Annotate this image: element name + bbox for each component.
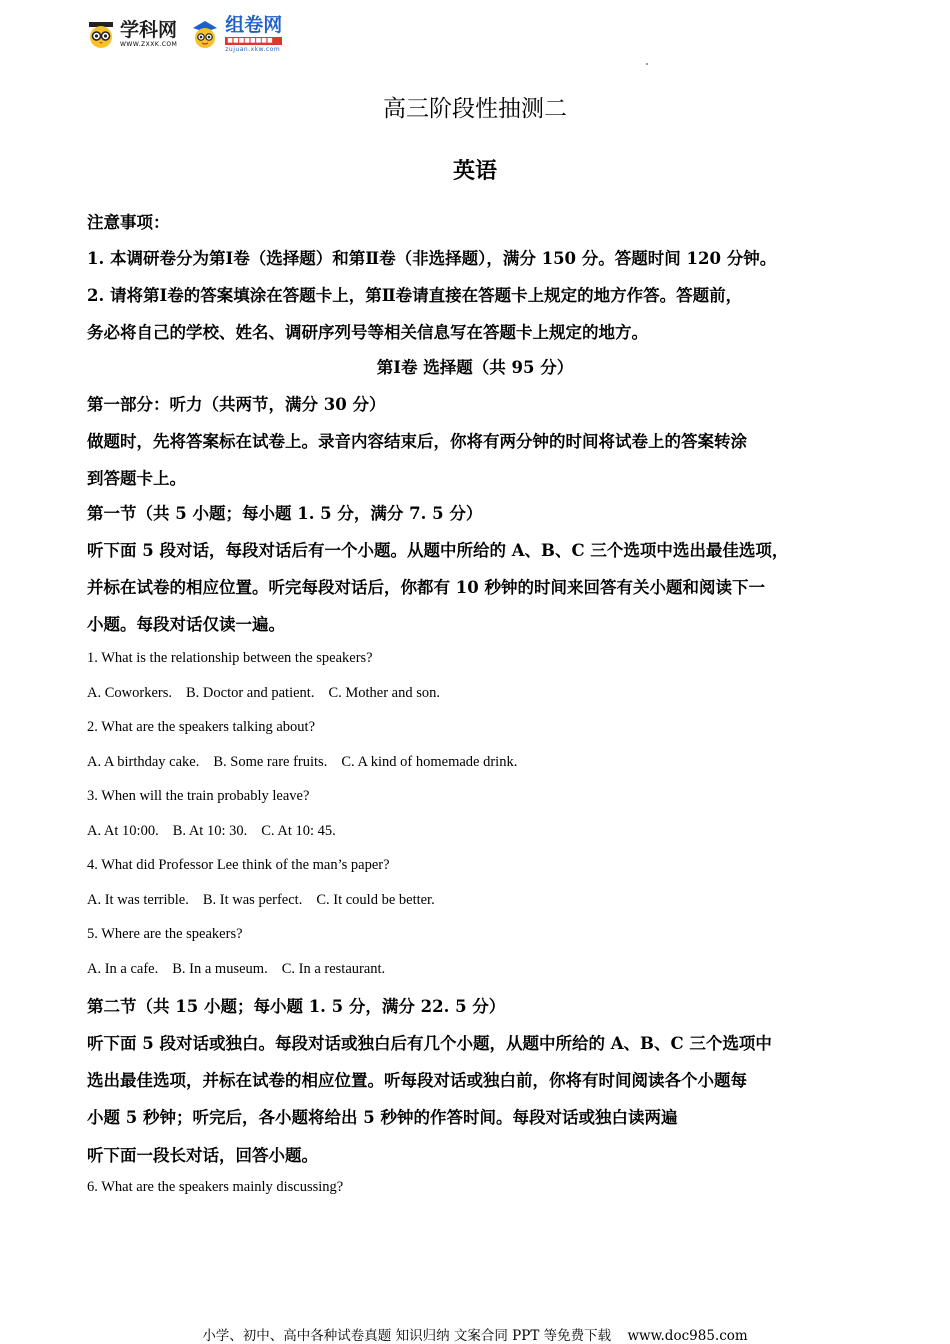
option-b: B. Doctor and patient. — [185, 685, 315, 701]
page-footer — [0, 1324, 950, 1344]
zxxk-logo-name: 学科网 — [120, 18, 178, 41]
option-a: A. A birthday cake. — [87, 754, 200, 770]
notice-item-2-line-1: 2. 请将第Ⅰ卷的答案填涂在答题卡上，第Ⅱ卷请直接在答题卡上规定的地方作答。答题前， — [87, 286, 743, 305]
question-4: 4. What did Professor Lee think of the man’s paper? — [87, 857, 390, 873]
section-2-instruction-line-3: 小题 5 秒钟；听完后，各小题将给出 5 秒钟的作答时间。每段对话或独白读两遍 — [87, 1108, 678, 1127]
header-logos — [86, 14, 282, 54]
question-3: 3. When will the train probably leave? — [87, 788, 310, 804]
volume-1-heading: 第Ⅰ卷 选择题（共 95 分） — [376, 358, 574, 377]
option-a: A. Coworkers. — [87, 685, 172, 701]
option-a: A. At 10:00. — [87, 823, 159, 839]
dialog-intro: 听下面一段长对话，回答小题。 — [87, 1146, 318, 1165]
option-c: C. A kind of homemade drink. — [341, 754, 518, 770]
section-2-instruction-line-2: 选出最佳选项，并标在试卷的相应位置。听每段对话或独白前，你将有时间阅读各个小题每 — [87, 1071, 747, 1090]
notice-item-1: 1. 本调研卷分为第Ⅰ卷（选择题）和第Ⅱ卷（非选择题），满分 150 分。答题时间 120 分钟。 — [87, 249, 777, 268]
question-4-options — [87, 892, 449, 909]
option-b: B. In a museum. — [172, 961, 268, 977]
part-1-instruction-line-2: 到答题卡上。 — [87, 469, 186, 488]
option-c: C. Mother and son. — [328, 685, 441, 701]
option-b: B. It was perfect. — [202, 892, 303, 908]
section-2-heading: 第二节（共 15 小题；每小题 1. 5 分，满分 22. 5 分） — [87, 997, 506, 1016]
option-a: A. It was terrible. — [87, 892, 189, 908]
option-c: C. It could be better. — [316, 892, 435, 908]
option-c: C. In a restaurant. — [281, 961, 386, 977]
question-1: 1. What is the relationship between the speakers? — [87, 650, 373, 666]
question-2-options — [87, 754, 531, 771]
section-1-instruction-line-3: 小题。每段对话仅读一遍。 — [87, 615, 285, 634]
exam-title: 高三阶段性抽测二 — [383, 96, 567, 122]
zujuan-logo-name: 组卷网 — [225, 13, 283, 36]
option-b: B. At 10: 30. — [172, 823, 248, 839]
question-2: 2. What are the speakers talking about? — [87, 719, 316, 735]
notice-item-2-line-2: 务必将自己的学校、姓名、调研序列号等相关信息写在答题卡上规定的地方。 — [87, 323, 648, 342]
zxxk-logo-url: WWW.ZXXK.COM — [120, 40, 178, 48]
question-5: 5. Where are the speakers? — [87, 926, 243, 942]
speck — [646, 63, 648, 65]
part-1-heading: 第一部分：听力（共两节，满分 30 分） — [87, 395, 386, 414]
section-2-instruction-line-1: 听下面 5 段对话或独白。每段对话或独白后有几个小题，从题中所给的 A、B、C 三个选项中 — [87, 1034, 772, 1053]
question-5-options — [87, 961, 399, 978]
section-1-instruction-line-2: 并标在试卷的相应位置。听完每段对话后，你都有 10 秒钟的时间来回答有关小题和阅读下一 — [87, 578, 765, 597]
part-1-instruction-line-1: 做题时，先将答案标在试卷上。录音内容结束后，你将有两分钟的时间将试卷上的答案转涂 — [87, 432, 747, 451]
zujuan-logo-url: zujuan.xkw.com — [225, 45, 281, 53]
exam-subject: 英语 — [452, 158, 497, 184]
footer-url[interactable]: www.doc985.com — [627, 1328, 748, 1344]
mascot-icon — [189, 18, 221, 50]
question-1-options — [87, 685, 454, 702]
zujuan-logo[interactable] — [189, 13, 283, 53]
owl-icon — [86, 19, 116, 49]
section-1-heading: 第一节（共 5 小题；每小题 1. 5 分，满分 7. 5 分） — [87, 504, 483, 523]
zujuan-logo-tag: ■■■■■■■■ — [225, 37, 282, 45]
footer-text: 小学、初中、高中各种试卷真题 知识归纳 文案合同 PPT 等免费下载 — [202, 1328, 612, 1344]
notice-heading: 注意事项： — [87, 213, 170, 232]
option-c: C. At 10: 45. — [261, 823, 336, 839]
question-6: 6. What are the speakers mainly discussing? — [87, 1179, 344, 1195]
option-b: B. Some rare fruits. — [213, 754, 328, 770]
section-1-instruction-line-1: 听下面 5 段对话，每段对话后有一个小题。从题中所给的 A、B、C 三个选项中选出最佳选项， — [87, 541, 789, 560]
option-a: A. In a cafe. — [87, 961, 159, 977]
question-3-options — [87, 823, 350, 840]
zxxk-logo[interactable] — [86, 19, 177, 49]
